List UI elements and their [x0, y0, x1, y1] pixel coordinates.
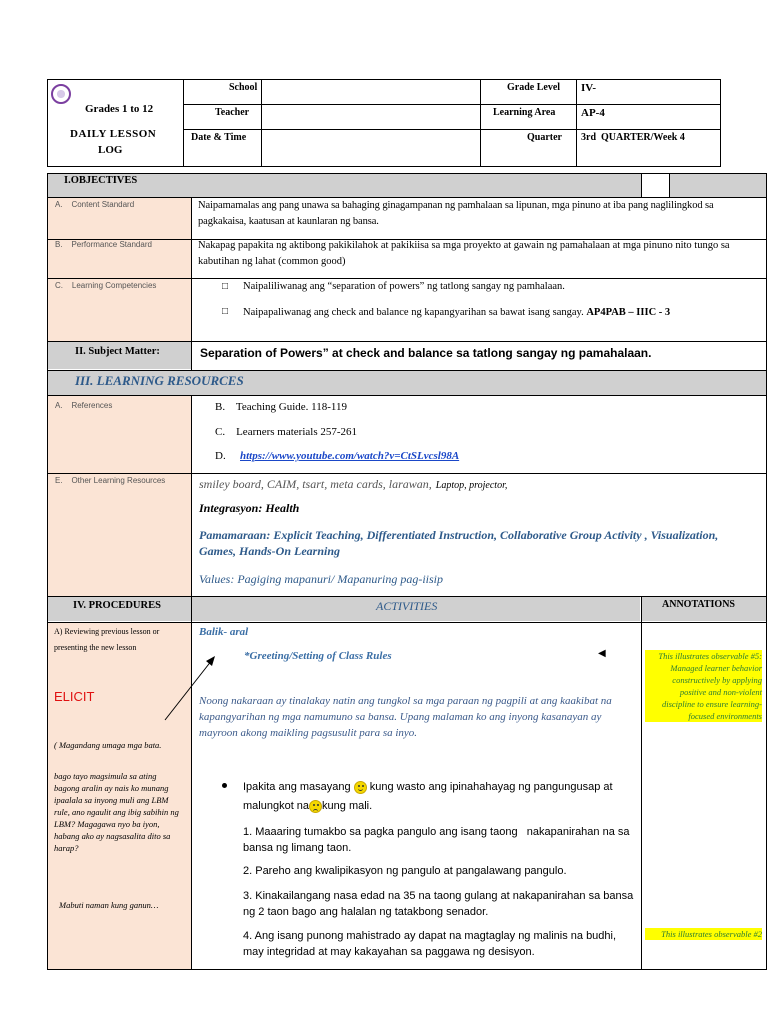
school-label: School — [229, 82, 258, 93]
quiz-item-4: 4. Ang isang punong mahistrado ay dapat na magtaglay ng malinis na budhi, may integridad at may kakayahan sa paggawa ng desisyon. — [243, 930, 617, 958]
subject-matter-label: II. Subject Matter: — [75, 346, 160, 357]
other-resources-line — [199, 475, 507, 493]
ipakita-part-3: kung mali. — [322, 800, 373, 812]
teacher-label: Teacher — [215, 107, 250, 118]
performance-standard-label: B. Performance Standard — [55, 240, 152, 249]
left-note-3: Mabuti naman kung ganun… — [59, 900, 159, 910]
datetime-field[interactable] — [263, 131, 478, 165]
quiz-item-1: 1. Maaaring tumakbo sa pagka pangulo ang isang taong nakapanirahan na sa bansa ng limang taon. — [243, 826, 633, 854]
youtube-link[interactable]: https://www.youtube.com/watch?v=CtSLvcsl98A — [240, 450, 460, 462]
checkbox-icon: □ — [222, 306, 229, 317]
grade-level-value: IV- — [581, 82, 597, 94]
left-note-1: ( Magandang umaga mga bata. — [54, 740, 162, 750]
datetime-label: Date & Time — [191, 132, 247, 143]
objectives-heading: I.OBJECTIVES — [64, 175, 138, 186]
reference-c: C. Learners materials 257-261 — [215, 426, 358, 438]
ipakita-part-2: kung wasto ang ipinahahayag ng pangungusap at malungkot na — [243, 781, 613, 812]
deped-seal-icon — [51, 84, 71, 104]
annotation-observable-2: This illustrates observable #2 — [645, 928, 762, 940]
pointer-icon: ◀ — [598, 648, 606, 659]
competency-2-block — [243, 306, 763, 320]
quiz-item-2: 2. Pareho ang kwalipikasyon ng pangulo at pangalawang pangulo. — [243, 865, 567, 877]
school-field[interactable] — [263, 81, 478, 102]
log-title: LOG — [98, 144, 123, 156]
elicit-label: ELICIT — [54, 689, 95, 704]
grade-level-label: Grade Level — [507, 82, 561, 93]
competency-1: Naipaliliwanag ang “separation of powers” ng tatlong sangay ng pamhalaan. — [243, 281, 565, 292]
other-items: smiley board, CAIM, tsart, meta cards, larawan, — [199, 477, 432, 491]
learning-area-value: AP-4 — [581, 107, 605, 119]
quarter-label: Quarter — [527, 132, 562, 143]
bullet-dot — [222, 783, 227, 788]
noong-paragraph: Noong nakaraan ay tinalakay natin ang tungkol sa mga paraan ng pagpili at ang kaakibat na kapangyarihan ng mga namumuno sa bansa. Upang malaman ko ang inyong kasanayan ay mayroon akong maikling pagsusulit para sa inyo. — [199, 695, 612, 739]
balik-aral: Balik- aral — [199, 626, 249, 638]
performance-standard-text: Nakapag papakita ng aktibong pakikilahok at pakikiisa sa mga proyekto at gawain ng pamahalaan at mga pinuno nito tungo sa kabutihan ng lahat (common good) — [198, 240, 730, 267]
annotation-observable-5: This illustrates observable #5: Managed learner behavior constructively by applying positive and non-violent discipline to ensure learning- focused environments — [645, 650, 762, 722]
integrasyon: Integrasyon: Health — [199, 501, 300, 515]
pamamaraan: Pamamaraan: Explicit Teaching, Differentiated Instruction, Collaborative Group Activity , Visualization, Games, Hands-On Learning — [199, 528, 719, 558]
values: Values: Pagiging mapanuri/ Mapanuring pag-iisip — [199, 572, 443, 586]
reference-d-prefix: D. — [215, 450, 226, 462]
left-note-2: bago tayo magsimula sa ating bagong aralin ay nais ko munang ipaalala sa inyong muli ang LBM rule, ano ngaulit ang ibig sabihin ng LBM? Magagawa nyo ba iyon, habang ako ay nagsasalita dito sa harap? — [54, 771, 179, 853]
procedures-heading: IV. PROCEDURES — [73, 600, 161, 611]
learning-competencies-label: C. Learning Competencies — [55, 281, 157, 290]
daily-lesson-title: DAILY LESSON — [70, 128, 157, 140]
teacher-field[interactable] — [263, 106, 478, 127]
references-label: A. References — [55, 401, 113, 410]
learning-area-label: Learning Area — [493, 107, 556, 118]
ipakita-paragraph — [243, 778, 638, 816]
learning-resources-heading: III. LEARNING RESOURCES — [75, 373, 244, 388]
greeting-rules: *Greeting/Setting of Class Rules — [244, 650, 392, 662]
competency-2: Naipapaliwanag ang check and balance ng kapangyarihan sa bawat isang sangay. — [243, 307, 584, 318]
reference-b: B. Teaching Guide. 118-119 — [215, 401, 348, 413]
quiz-item-3: 3. Kinakailangang nasa edad na 35 na taong gulang at nakapanirahan sa bansa ng 2 taon bago ang halalan ng tatakbong senador. — [243, 890, 634, 918]
quarter-value: 3rd QUARTER/Week 4 — [581, 132, 685, 143]
happy-face-icon — [354, 781, 367, 794]
content-standard-text: Naipamamalas ang pang unawa sa bahaging ginagampanan ng pamhalaan sa lipunan, mga pinuno at iba pang naglilingkod sa pagkakaisa, kaatusan at kaunlaran ng bansa. — [198, 200, 714, 227]
grades-label: Grades 1 to 12 — [85, 103, 154, 115]
other-resources-label: E. Other Learning Resources — [55, 476, 166, 485]
content-standard-label: A. Content Standard — [55, 200, 135, 209]
annotations-heading: ANNOTATIONS — [662, 599, 735, 610]
checkbox-icon: □ — [222, 281, 229, 292]
subject-matter-text: Separation of Powers” at check and balance sa tatlong sangay ng pamahalaan. — [200, 346, 652, 360]
other-items-2: Laptop, projector, — [435, 480, 508, 491]
sad-face-icon — [309, 800, 322, 813]
competency-code: AP4PAB – IIIC - 3 — [586, 307, 671, 318]
ipakita-part-1: Ipakita ang masayang — [243, 781, 351, 793]
step-a-label: A) Reviewing previous lesson or presenting the new lesson — [54, 627, 160, 652]
activities-heading: ACTIVITIES — [376, 599, 438, 613]
